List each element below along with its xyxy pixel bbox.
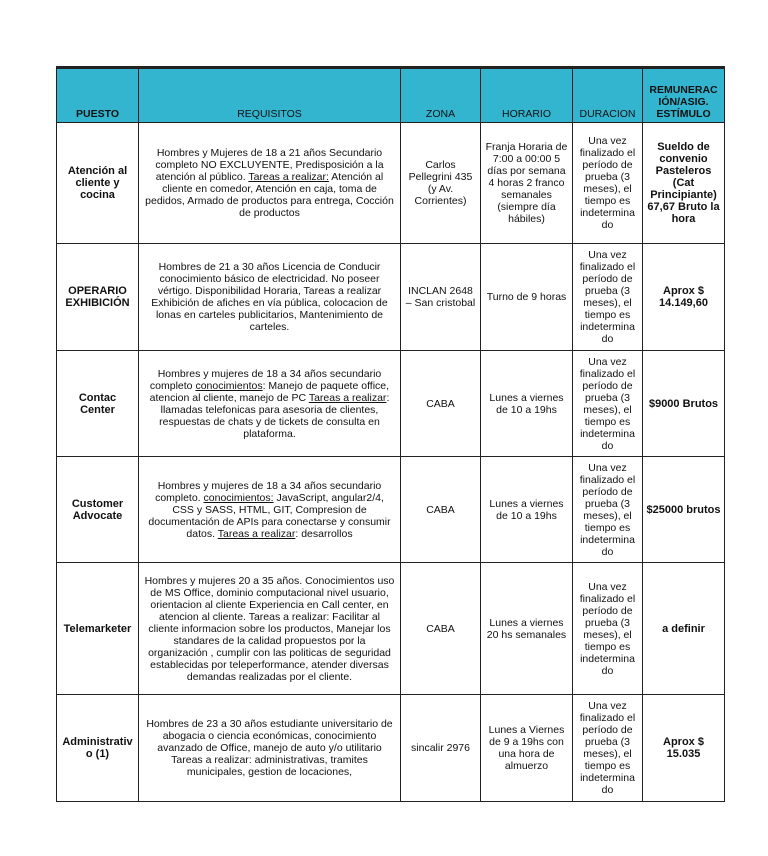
req-underlined: conocimientos <box>195 379 263 392</box>
cell-puesto: Customer Advocate <box>57 457 139 563</box>
cell-puesto: Administrativ o (1) <box>57 695 139 802</box>
cell-requisitos <box>139 457 401 563</box>
cell-remuneracion: $25000 brutos <box>643 457 725 563</box>
req-text: Hombres y mujeres de 18 a 34 años secundario completo <box>149 367 382 392</box>
cell-requisitos <box>139 351 401 457</box>
cell-requisitos <box>139 123 401 244</box>
cell-zona: CABA <box>401 563 481 695</box>
table-row <box>57 563 725 695</box>
cell-zona: CABA <box>401 457 481 563</box>
table-row <box>57 244 725 351</box>
cell-remuneracion: a definir <box>643 563 725 695</box>
req-text: Hombres y mujeres 20 a 35 años. Conocimientos uso de MS Office, dominio computacional nivel usuario, orientacion al cliente Experiencia en Call center, en atencion al cliente. Tareas a realizar: Facilitar al cliente informacion sobre los productos, Manejar los standares de la calidad propuestos por la organización , cumplir con las politicas de seguridad establecidas por teleperformance, atender diversas demandas realizadas por el cliente. <box>144 574 395 683</box>
req-underlined: Tareas a realizar: <box>248 171 329 183</box>
cell-remuneracion: Aprox $ 14.149,60 <box>643 244 725 351</box>
header-puesto: PUESTO <box>57 68 139 123</box>
header-remuneracion: REMUNERAC IÓN/ASIG. ESTÍMULO <box>643 68 725 123</box>
cell-requisitos <box>139 695 401 802</box>
req-text: Atención al cliente en comedor, Atención en caja, toma de pedidos, Armado de productos para entrega, Cocción de productos <box>145 171 394 219</box>
req-underlined: Tareas a realizar <box>217 527 296 540</box>
req-underlined: conocimientos: <box>203 491 274 504</box>
req-text: Hombres de 23 a 30 años estudiante universitario de abogacia o ciencia económicas, conocimiento avanzado de Office, manejo de auto y/o utilitario Tareas a realizar: administrativas, tramites municipales, gestion de locaciones, <box>146 718 393 778</box>
req-text: Hombres y Mujeres de 18 a 21 años Secundario completo NO EXCLUYENTE, Predisposición a la atención al público. <box>155 147 384 183</box>
cell-puesto: Contac Center <box>57 351 139 457</box>
cell-zona: sincalir 2976 <box>401 695 481 802</box>
cell-duracion: Una vez finalizado el período de prueba (3 meses), el tiempo es indetermina do <box>573 695 643 802</box>
table-row <box>57 695 725 802</box>
req-text: : llamadas telefonicas para asesoria de clientes, respuestas de chats y de tickets de consulta en plataforma. <box>159 391 390 440</box>
cell-remuneracion: $9000 Brutos <box>643 351 725 457</box>
header-row <box>57 68 725 123</box>
req-text: : desarrollos <box>295 527 353 540</box>
req-text: : Manejo de paquete office, atencion al cliente, manejo de PC <box>149 379 390 404</box>
cell-duracion: Una vez finalizado el período de prueba (3 meses), el tiempo es indetermina do <box>573 457 643 563</box>
cell-zona: INCLAN 2648 – San cristobal <box>401 244 481 351</box>
cell-puesto: Atención al cliente y cocina <box>57 123 139 244</box>
req-underlined: Tareas a realizar <box>308 391 387 404</box>
cell-horario: Franja Horaria de 7:00 a 00:00 5 días por semana 4 horas 2 franco semanales (siempre día hábiles) <box>481 123 573 244</box>
req-text: Hombres de 21 a 30 años Licencia de Conducir conocimiento básico de electricidad. No poseer vértigo. Disponibilidad Horaria, Tareas a realizar Exhibición de afiches en vía pública, colocacion de lonas en carteles publicitarios, Mantenimiento de carteles. <box>151 261 388 333</box>
cell-duracion: Una vez finalizado el período de prueba (3 meses), el tiempo es indetermina do <box>573 563 643 695</box>
cell-zona: Carlos Pellegrini 435 (y Av. Corrientes) <box>401 123 481 244</box>
cell-requisitos <box>139 244 401 351</box>
cell-zona: CABA <box>401 351 481 457</box>
table-row <box>57 123 725 244</box>
job-offers-table <box>56 66 725 802</box>
table-row <box>57 351 725 457</box>
header-horario: HORARIO <box>481 68 573 123</box>
cell-requisitos <box>139 563 401 695</box>
cell-horario: Lunes a viernes 20 hs semanales <box>481 563 573 695</box>
req-text: JavaScript, angular2/4, CSS y SASS, HTML, GIT, Compresion de documentación de APIs para conectarse y consumir datos. <box>148 491 391 540</box>
header-zona: ZONA <box>401 68 481 123</box>
cell-horario: Lunes a Viernes de 9 a 19hs con una hora de almuerzo <box>481 695 573 802</box>
cell-horario: Lunes a viernes de 10 a 19hs <box>481 457 573 563</box>
cell-puesto: OPERARIO EXHIBICIÓN <box>57 244 139 351</box>
cell-horario: Lunes a viernes de 10 a 19hs <box>481 351 573 457</box>
header-duracion: DURACION <box>573 68 643 123</box>
req-text: Hombres y mujeres de 18 a 34 años secundario completo. <box>155 479 382 504</box>
cell-remuneracion: Sueldo de convenio Pasteleros (Cat Principiante) 67,67 Bruto la hora <box>643 123 725 244</box>
cell-duracion: Una vez finalizado el período de prueba (3 meses), el tiempo es indetermina do <box>573 123 643 244</box>
cell-puesto: Telemarketer <box>57 563 139 695</box>
cell-remuneracion: Aprox $ 15.035 <box>643 695 725 802</box>
cell-horario: Turno de 9 horas <box>481 244 573 351</box>
table-row <box>57 457 725 563</box>
cell-duracion: Una vez finalizado el período de prueba (3 meses), el tiempo es indetermina do <box>573 351 643 457</box>
cell-duracion: Una vez finalizado el período de prueba (3 meses), el tiempo es indetermina do <box>573 244 643 351</box>
header-requisitos: REQUISITOS <box>139 68 401 123</box>
